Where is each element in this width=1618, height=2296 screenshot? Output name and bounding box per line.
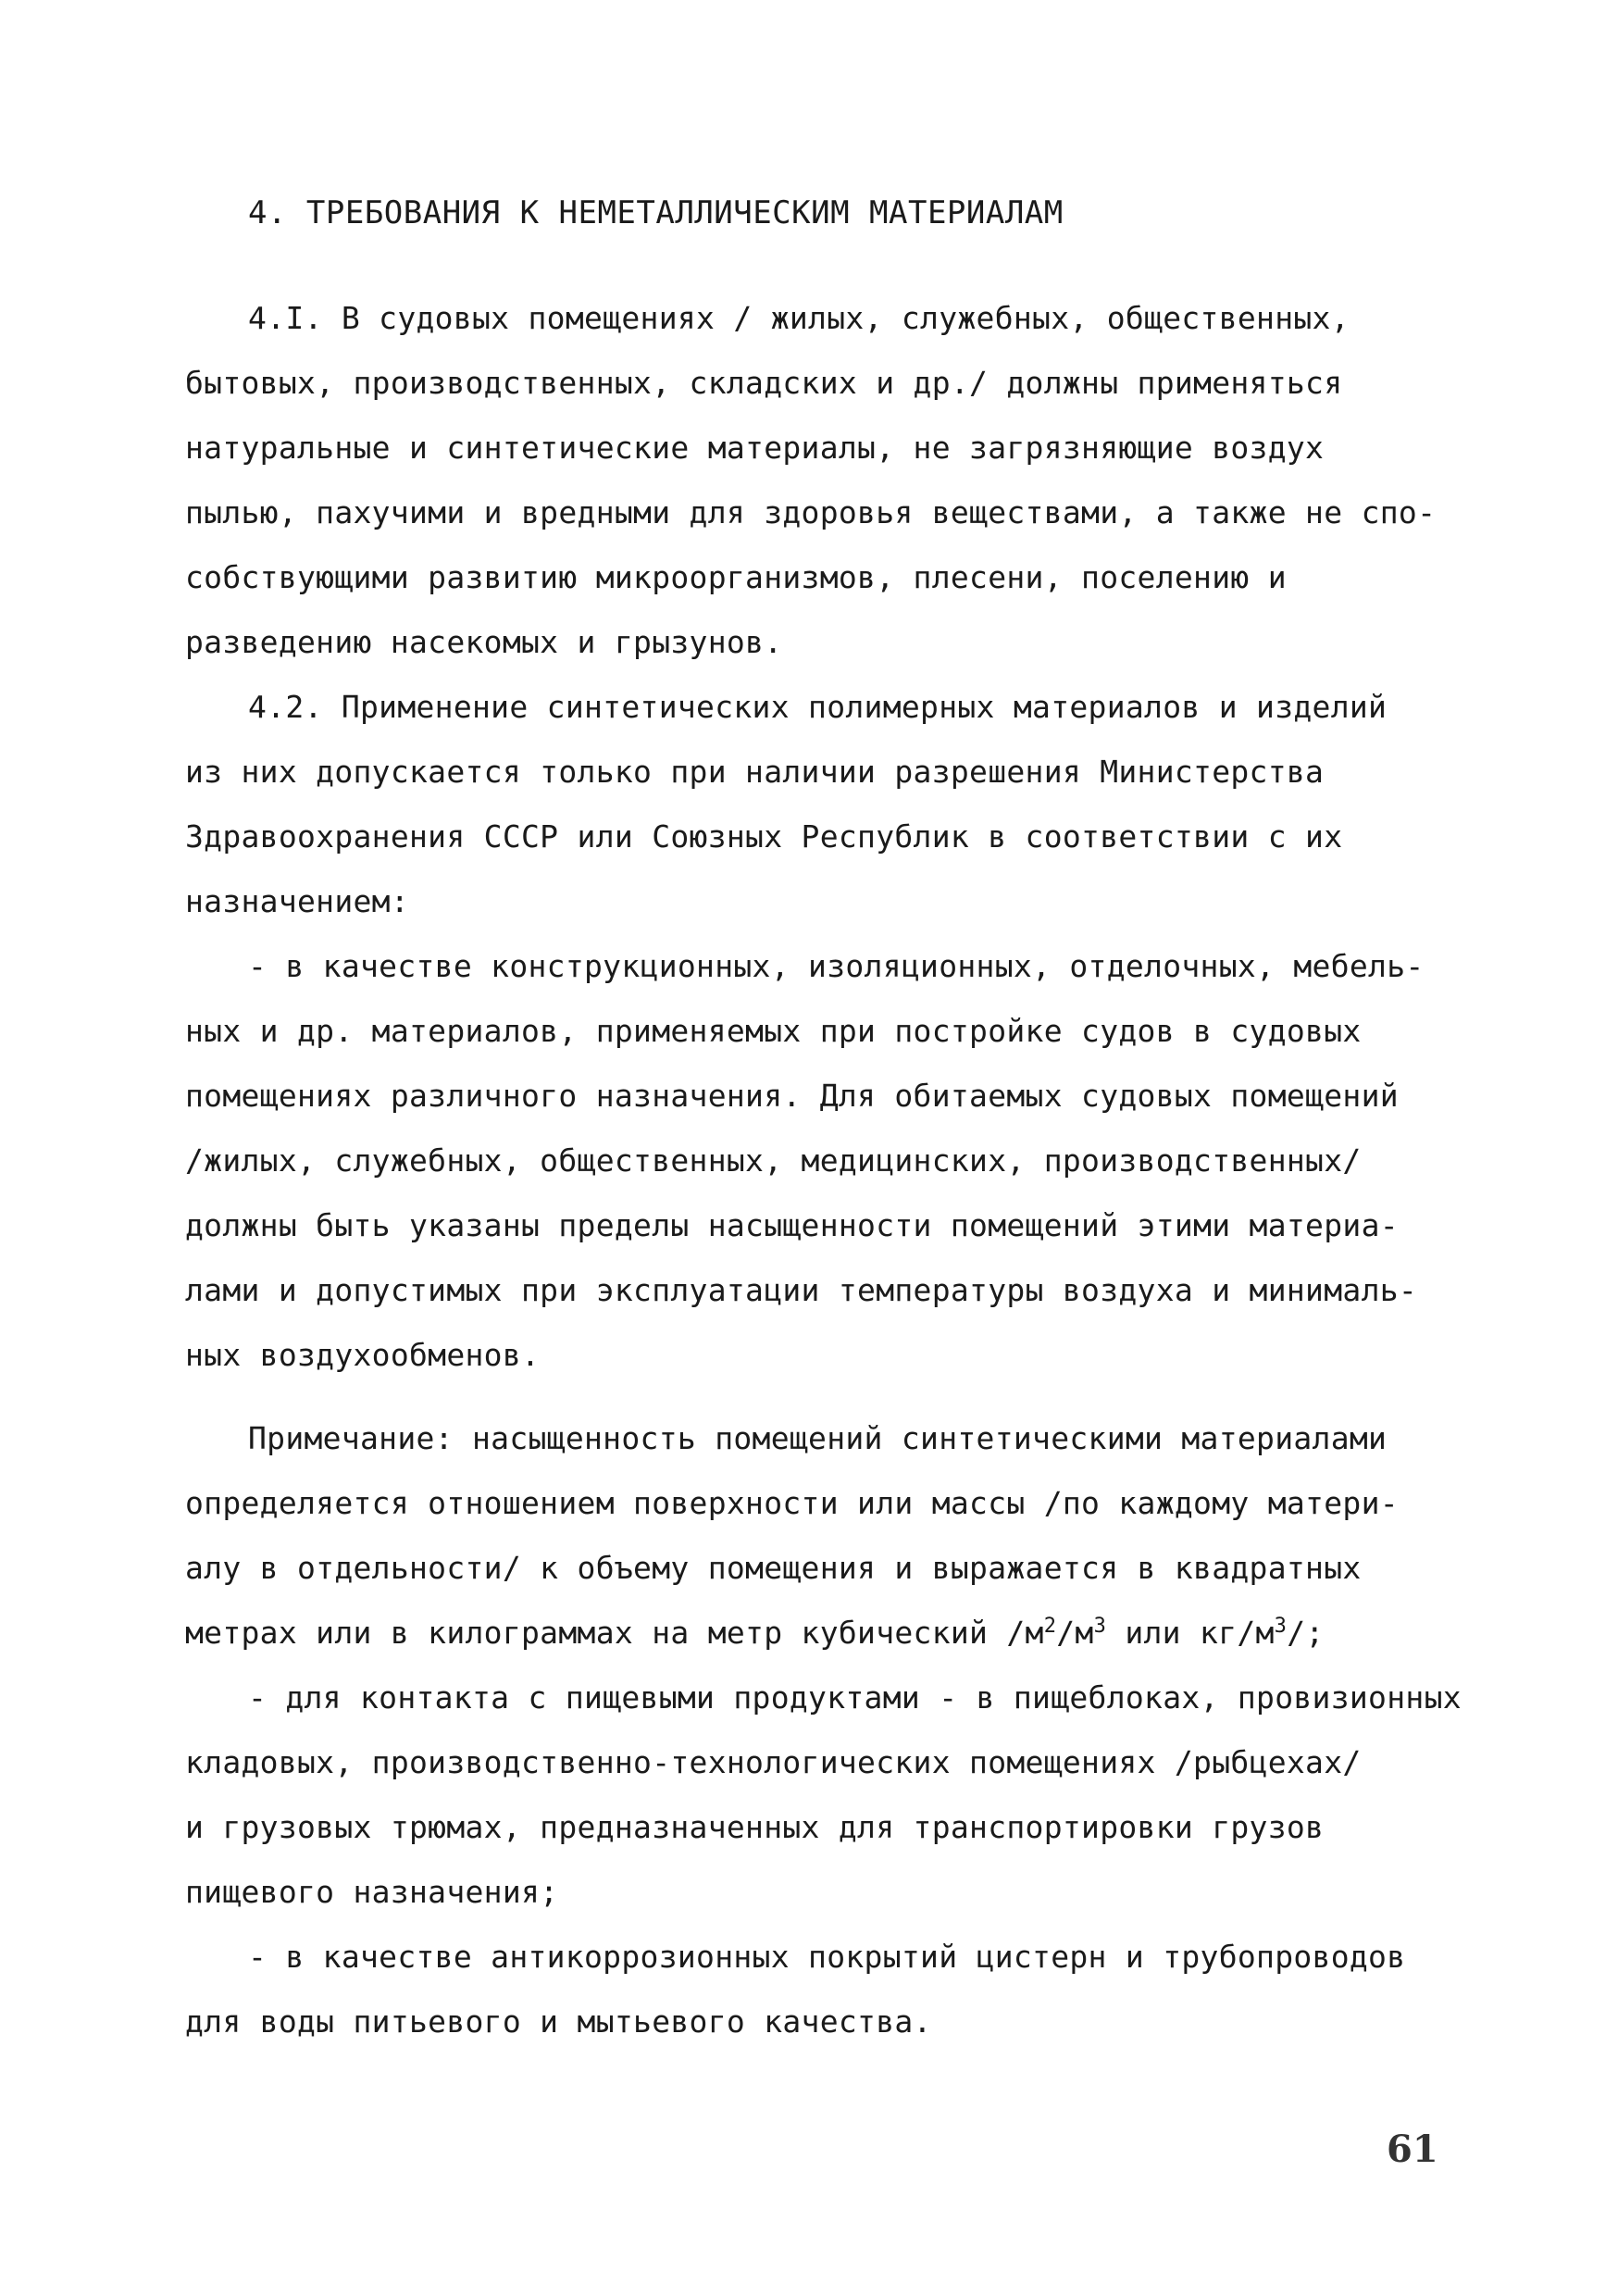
text-line: для воды питьевого и мытьевого качества.: [185, 2003, 932, 2040]
text-line: собствующими развитию микроорганизмов, плесени, поселению и: [185, 559, 1287, 595]
section-heading: 4. ТРЕБОВАНИЯ К НЕМЕТАЛЛИЧЕСКИМ МАТЕРИАЛАМ: [248, 194, 1064, 231]
text-line: лами и допустимых при эксплуатации температуры воздуха и минималь-: [185, 1272, 1418, 1308]
text-line: из них допускается только при наличии разрешения Министерства: [185, 754, 1325, 790]
text-line: и грузовых трюмах, предназначенных для транспортировки грузов: [185, 1809, 1325, 1845]
superscript: 3: [1093, 1615, 1107, 1638]
text-line: пищевого назначения;: [185, 1874, 559, 1910]
text-line: ных воздухообменов.: [185, 1337, 541, 1373]
text-line: пылью, пахучими и вредными для здоровья веществами, а также не спо-: [185, 494, 1437, 530]
text-line: алу в отдельности/ к объему помещения и выражается в квадратных: [185, 1550, 1362, 1586]
text-line: - в качестве конструкционных, изоляционных, отделочных, мебель-: [248, 948, 1425, 984]
text-line: /жилых, служебных, общественных, медицинских, производственных/: [185, 1142, 1362, 1179]
text-line: разведению насекомых и грызунов.: [185, 624, 783, 660]
text-line: кладовых, производственно-технологических помещениях /рыбцехах/: [185, 1744, 1362, 1780]
text-line: натуральные и синтетические материалы, не загрязняющие воздух: [185, 430, 1325, 466]
text-line: ных и др. материалов, применяемых при постройке судов в судовых: [185, 1013, 1362, 1049]
text-line: определяется отношением поверхности или массы /по каждому матери-: [185, 1485, 1399, 1521]
text-line: Примечание: насыщенность помещений синтетическими материалами: [248, 1420, 1388, 1456]
superscript: 2: [1043, 1615, 1057, 1638]
note-text: или кг/м: [1106, 1615, 1275, 1651]
note-text: метрах или в килограммах на метр кубический /м: [185, 1615, 1044, 1651]
text-line: бытовых, производственных, складских и др./ должны применяться: [185, 365, 1343, 401]
text-line: - в качестве антикоррозионных покрытий цистерн и трубопроводов: [248, 1939, 1406, 1975]
page-number: 61: [1387, 2128, 1438, 2171]
note-text: /м: [1056, 1615, 1094, 1651]
text-line: 4.I. В судовых помещениях / жилых, служебных, общественных,: [248, 300, 1350, 336]
text-line: - для контакта с пищевыми продуктами - в пищеблоках, провизионных: [248, 1679, 1462, 1716]
text-line: назначением:: [185, 883, 410, 919]
text-line: Здравоохранения СССР или Союзных Республик в соответствии с их: [185, 818, 1343, 855]
text-line-with-units: [185, 1613, 1325, 1653]
text-line: 4.2. Применение синтетических полимерных материалов и изделий: [248, 689, 1388, 725]
text-line: должны быть указаны пределы насыщенности помещений этими материа-: [185, 1207, 1399, 1243]
superscript: 3: [1274, 1615, 1288, 1638]
note-text: /;: [1287, 1615, 1325, 1651]
text-line: помещениях различного назначения. Для обитаемых судовых помещений: [185, 1078, 1399, 1114]
